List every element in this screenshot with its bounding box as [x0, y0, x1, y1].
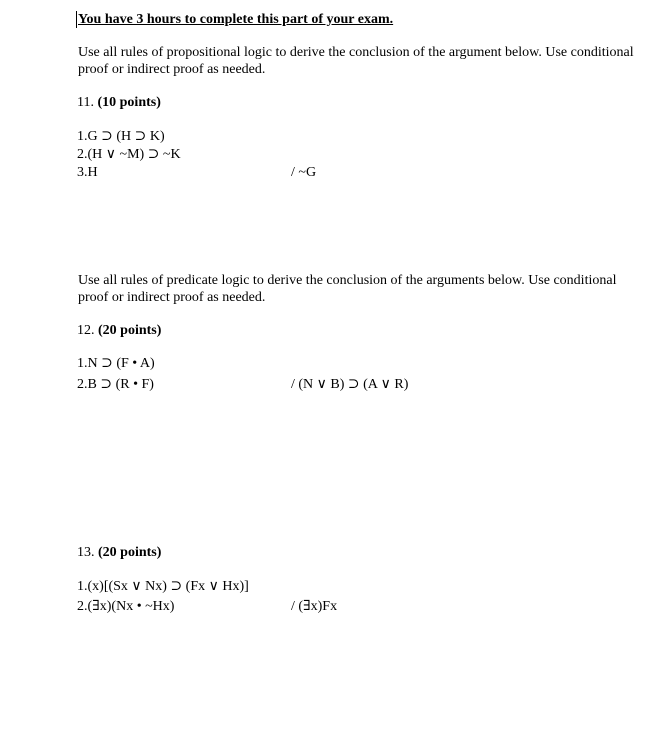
instruction-propositional: Use all rules of propositional logic to derive the conclusion of the argument below. Use conditional proof or indirect proof as needed.: [78, 45, 634, 77]
premise-line: 2.B ⊃ (R • F): [77, 377, 154, 392]
question-number: 11.: [77, 95, 94, 110]
conclusion: / (∃x)Fx: [291, 599, 338, 614]
text-cursor: [76, 11, 77, 28]
premise-line: 2.(H ∨ ~M) ⊃ ~K: [77, 147, 181, 162]
question-11-title: [77, 94, 161, 111]
question-13-title: [77, 544, 161, 561]
question-points: (10 points): [97, 95, 161, 110]
premise-line: 2.(∃x)(Nx • ~Hx): [77, 599, 175, 614]
question-points: (20 points): [98, 545, 162, 560]
instruction-predicate: Use all rules of predicate logic to derive the conclusion of the arguments below. Use conditional proof or indirect proof as needed.: [78, 273, 617, 305]
question-12-title: [77, 322, 161, 339]
premise-line: 1.N ⊃ (F • A): [77, 356, 155, 371]
question-number: 12.: [77, 323, 95, 338]
conclusion: / (N ∨ B) ⊃ (A ∨ R): [291, 377, 409, 392]
premise-line: 1.(x)[(Sx ∨ Nx) ⊃ (Fx ∨ Hx)]: [77, 579, 249, 594]
question-number: 13.: [77, 545, 95, 560]
question-points: (20 points): [98, 323, 162, 338]
exam-header: You have 3 hours to complete this part of your exam.: [78, 12, 394, 27]
conclusion: / ~G: [291, 165, 317, 180]
premise-line: 3.H: [77, 165, 98, 180]
premise-line: 1.G ⊃ (H ⊃ K): [77, 129, 165, 144]
